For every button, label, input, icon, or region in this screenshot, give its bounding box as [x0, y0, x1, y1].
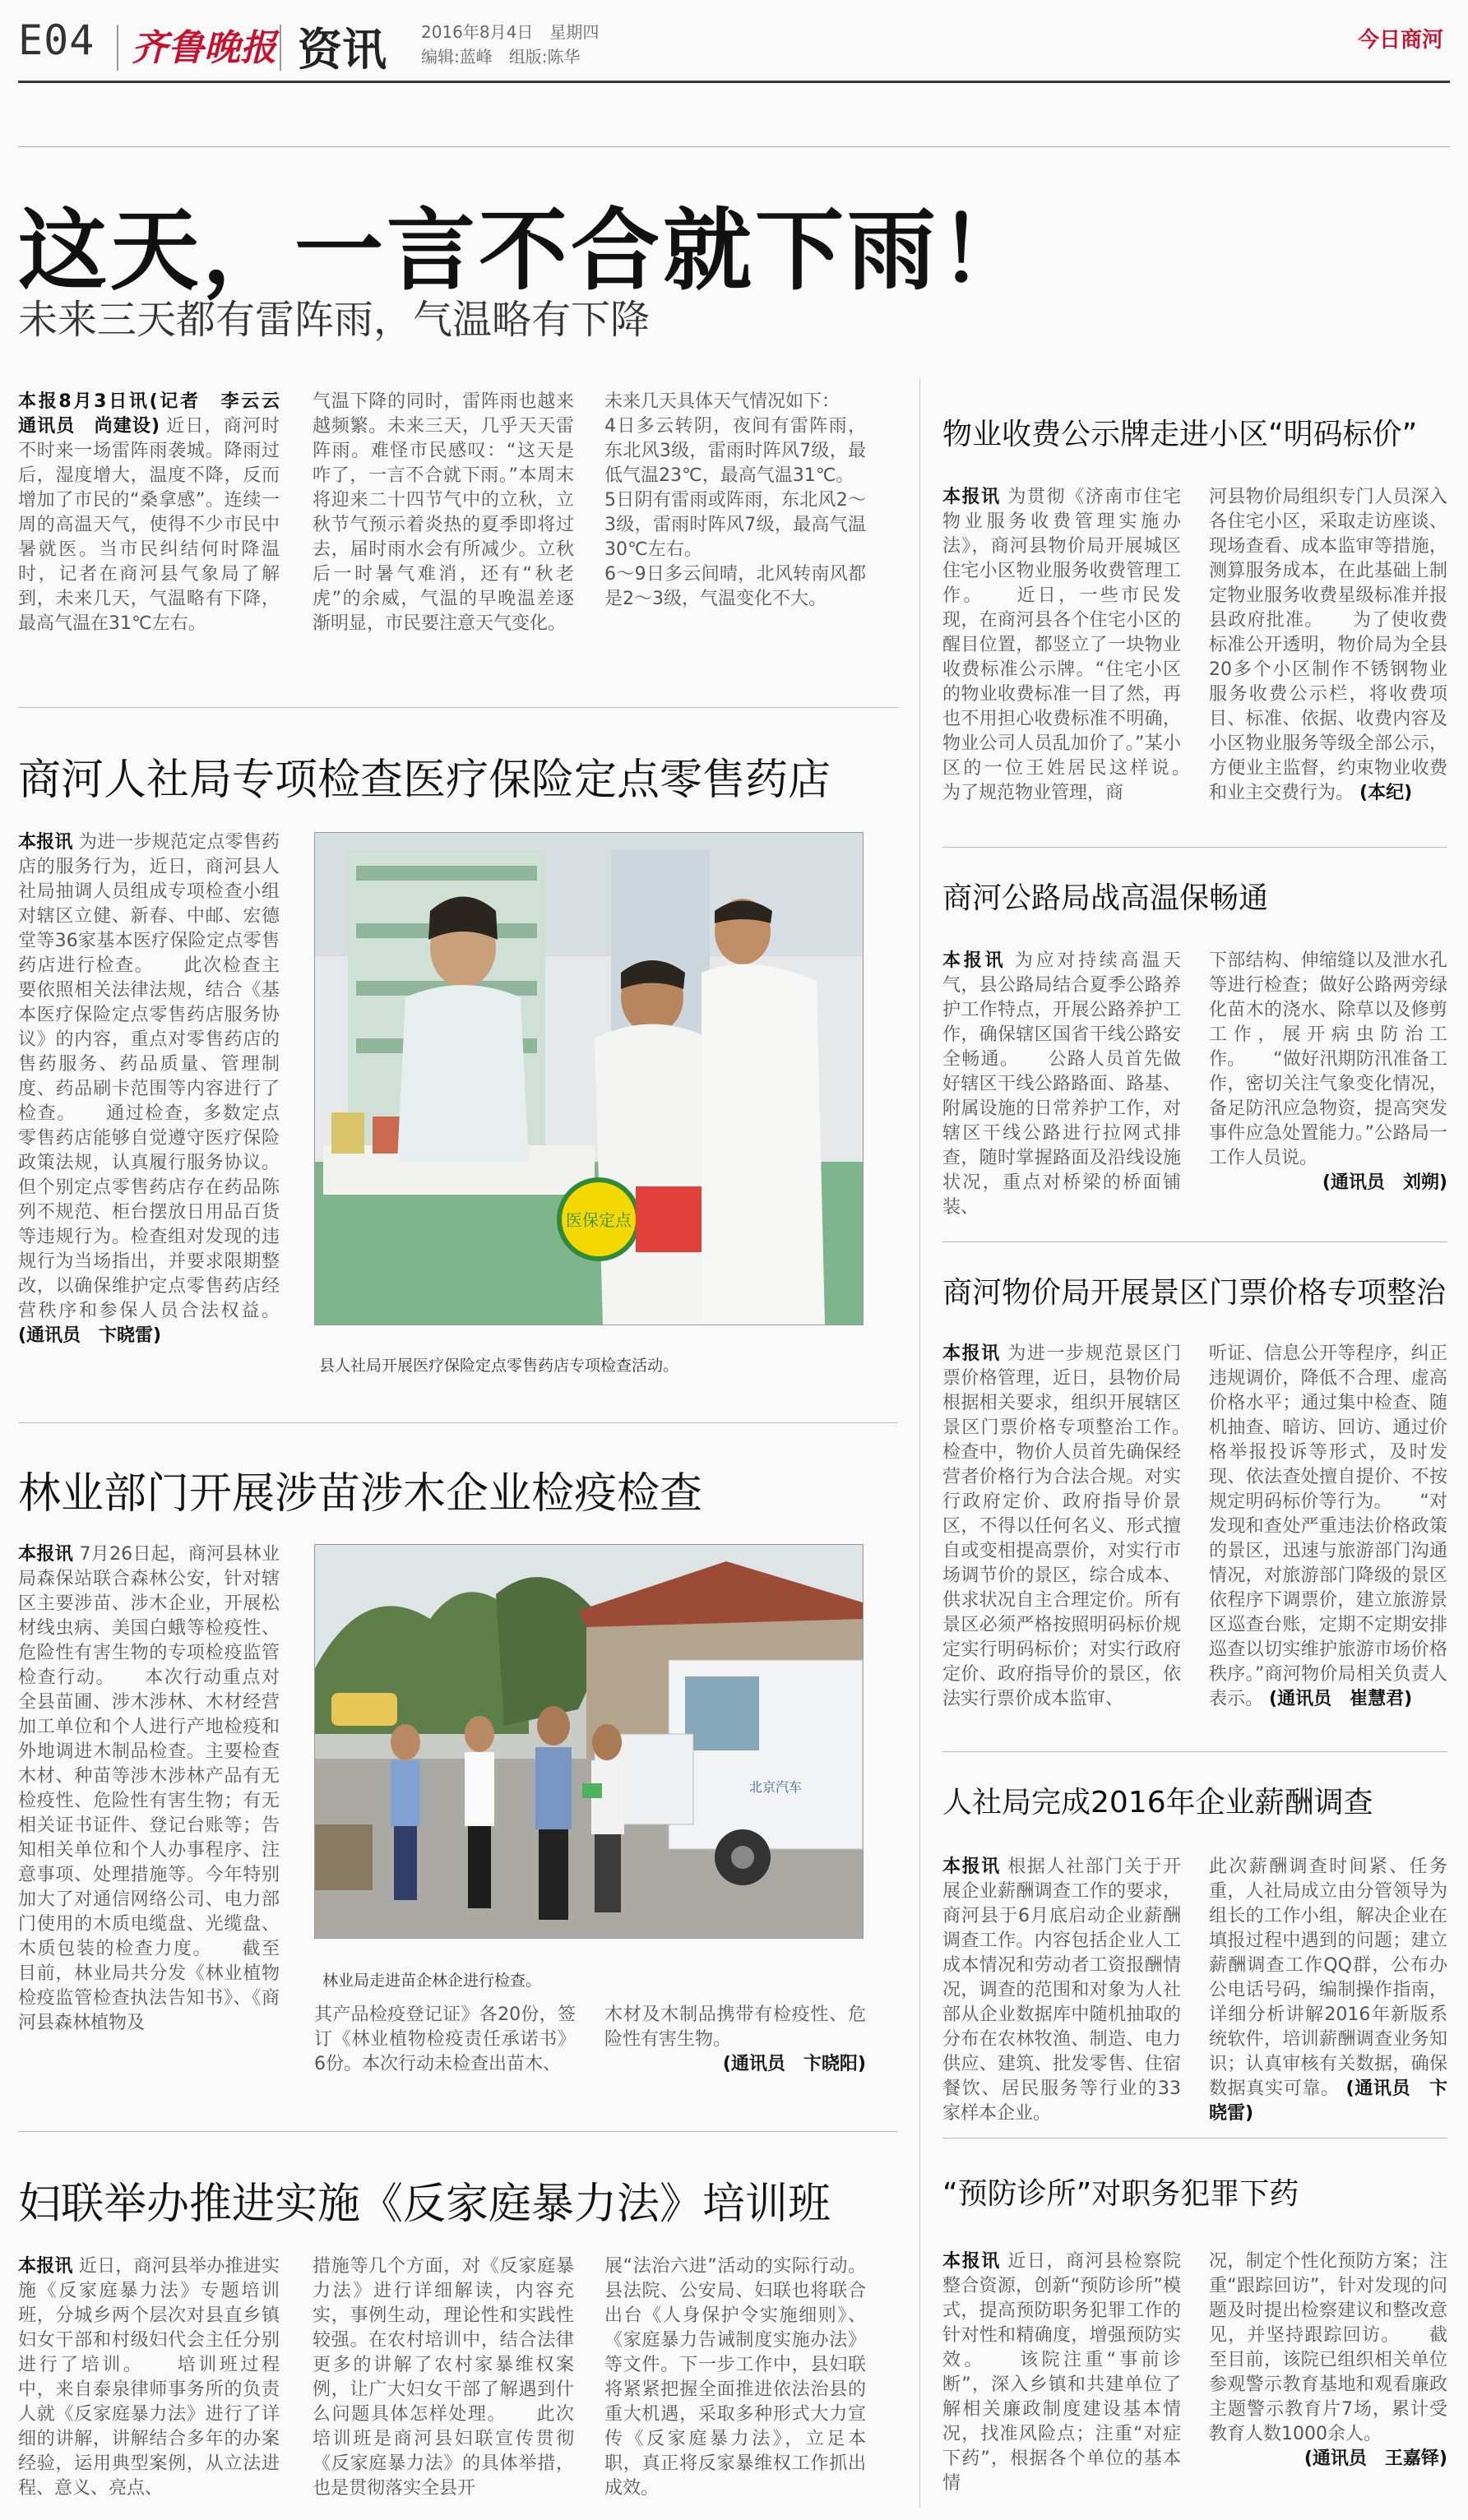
highway-title: 商河公路局战高温保畅通: [942, 881, 1269, 915]
page-number: E04: [18, 16, 95, 64]
highway-col-2-text: 下部结构、伸缩缝以及泄水孔等进行检查；做好公路两旁绿化苗木的浇水、除草以及修剪工作，展开病虫防治工作。 “做好汛期防汛准备工作，密切关注气象变化情况，备足防汛应急物资，提高突发事件应急处置能力。”公路局一工作人员说。: [1209, 950, 1447, 1168]
highway-lead: 本报讯: [942, 950, 1007, 971]
forestry-text: 7月26日起，商河县林业局森保站联合森林公安，针对辖区主要涉苗、涉木企业，开展松材线虫病、美国白蛾等检疫性、危险性有害生物的专项检疫监管检查行动。 本次行动重点对全县苗圃、涉木涉林、木材经营加工单位和个人进行产地检疫和外地调进木制品检查。主要检查木材、种苗等涉木涉林产品有无检疫性、危险性有害生物；有无相关证书证件、登记台账等；告知相关单位和个人办事程序、注意事项、处理措施等。今年特别加大了对通信网络公司、电力部门使用的木质电缆盘、光缆盘、木质包装的检查力度。 截至目前，林业局共分发《林业植物检疫监管检查执法告知书》、《商河县森林植物及: [18, 1544, 280, 2033]
pharmacy-sign-text: 医保定点: [566, 1210, 632, 1230]
header-rule: [18, 81, 1450, 83]
women-col-1-text: 近日，商河县举办推进实施《反家庭暴力法》专题培训班，分城乡两个层次对县直乡镇妇女干部和村级妇代会主任分别进行了培训。 培训班过程中，来自泰泉律师事务所的负责人就《反家庭暴力法》进行了详细的讲解，讲解结合多年的办案经验，运用典型案例，从立法进程、意义、亮点、: [18, 2256, 280, 2499]
header-rule-thin: [18, 146, 1450, 147]
section-rule: [18, 1422, 898, 1423]
highway-col-1: [942, 949, 1181, 1245]
lead-headline: 这天，一言不合就下雨！: [18, 200, 1032, 303]
women-col-1: [18, 2254, 280, 2501]
section-rule: [942, 1751, 1447, 1752]
price-col-1-text: 为进一步规范景区门票价格管理，近日，县物价局根据相关要求，组织开展辖区景区门票价格专项整治工作。 检查中，物价人员首先确保经营者价格行为合法合规。对实行政府定价、政府指导价景区，不得以任何名义、形式擅自或变相提高票价，对实行市场调节价的景区，综合成本、供求状况自主合理定价。所有景区必须严格按照明码标价规定实行明码标价；对实行政府定价、政府指导价的景区，依法实行票价成本监审、: [942, 1343, 1218, 1709]
lead-col-2: 气温下降的同时，雷阵雨也越来越频繁。未来三天，几乎天天雷阵雨。难怪市民感叹：“这天是咋了，一言不合就下雨。”本周末将迎来二十四节气中的立秋，立秋节气预示着炎热的夏季即将过去，届时雨水会有所减少。立秋后一时暑气难消，还有“秋老虎”的余威，气温的早晚温差逐渐明显，市民要注意天气变化。: [313, 391, 574, 634]
property-lead: 本报讯: [942, 487, 1001, 507]
salary-col-2-text: 此次薪酬调查时间紧、任务重，人社局成立由分管领导为组长的工作小组，解决企业在填报过程中遇到的问题；建立薪酬调查工作QQ群，公布办公电话号码，编制操作指南，详细分析讲解2016年新版系统软件，培训薪酬调查业务知识；认真审核有关数据，确保数据真实可靠。: [1209, 1856, 1447, 2099]
lead-weather-day3: 6～9日多云间晴，北风转南风都是2～3级，气温变化不大。: [604, 564, 866, 609]
highway-credit: (通讯员 刘朔): [1322, 1172, 1447, 1193]
section-rule: [942, 2138, 1447, 2139]
pharmacy-text: 为进一步规范定点零售药店的服务行为，近日，商河县人社局抽调人员组成专项检查小组对辖区立健、新春、中邮、宏德堂等36家基本医疗保险定点零售药店进行检查。 此次检查主要依照相关法律法规，结合《基本医疗保险定点零售药店服务协议》的内容，重点对零售药店的售药服务、药品质量、管理制度、药品刷卡范围等内容进行了检查。 通过检查，多数定点零售药店能够自觉遵守医疗保险政策法规，认真履行服务协议。但个别定点零售药店存在药品陈列不规范、柜台摆放日用品百货等违规行为。检查组对发现的违规行为当场指出，并要求限期整改，以确保维护定点零售药店经营秩序和参保人员合法权益。: [18, 832, 280, 1321]
crime-col-1: [942, 2250, 1181, 2504]
forestry-lead: 本报讯: [18, 1544, 74, 1565]
section-rule: [18, 2131, 898, 2132]
property-credit: (本纪): [1359, 783, 1413, 803]
salary-col-2: [1209, 1855, 1447, 2126]
crime-col-2-text: 况，制定个性化预防方案；注重“跟踪回访”，针对发现的问题及时提出检察建议和整改意见，并坚持跟踪回访。 截至目前，该院已组织相关单位参观警示教育基地和观看廉政主题警示教育片7场，累计受教育人数1000余人。: [1209, 2251, 1447, 2444]
lead-byline: 本报8月3日讯(记者 李云云 通讯员 尚建设): [18, 391, 299, 437]
highway-col-1-text: 为应对持续高温天气，县公路局结合夏季公路养护工作特点，开展公路养护工作，确保辖区国省干线公路安全畅通。 公路人员首先做好辖区干线公路路面、路基、附属设施的日常养护工作，对辖区干线公路进行拉网式排查，随时掌握路面及沿线设施状况，重点对桥梁的桥面铺装、: [942, 950, 1181, 1218]
property-col-1-text: 为贯彻《济南市住宅物业服务收费管理实施办法》，商河县物价局开展城区住宅小区物业服务收费管理工作。 近日，一些市民发现，在商河县各个住宅小区的醒目位置，都竖立了一块物业收费标准公示牌。“住宅小区的物业收费标准一目了然，再也不用担心收费标准不明确，物业公司人员乱加价了。”某小区的一位王姓居民这样说。 为了规范物业管理，商: [942, 487, 1218, 803]
lead-weather-intro: 未来几天具体天气情况如下：: [604, 391, 841, 412]
pharmacy-lead: 本报讯: [18, 832, 73, 853]
date-line: 2016年8月4日 星期四: [421, 22, 600, 42]
price-credit: (通讯员 崔慧君): [1269, 1689, 1413, 1709]
price-col-1: [942, 1342, 1218, 1786]
price-col-2: [1209, 1342, 1447, 1786]
highway-col-2: [1209, 949, 1447, 1245]
salary-lead: 本报讯: [942, 1856, 1001, 1877]
forestry-col-3: [604, 2003, 866, 2085]
lead-col-1: [18, 390, 299, 669]
forestry-text-cont-2: 木材及木制品携带有检疫性、危险性有害生物。: [604, 2004, 866, 2050]
price-title: 商河物价局开展景区门票价格专项整治: [942, 1276, 1447, 1310]
salary-credit: (通讯员 卞晓雷): [1209, 2078, 1447, 2124]
lead-subhead: 未来三天都有雷阵雨，气温略有下降: [18, 297, 651, 343]
salary-title: 人社局完成2016年企业薪酬调查: [942, 1786, 1373, 1819]
women-col-2: 措施等几个方面，对《反家庭暴力法》进行详细解读，内容充实，事例生动，理论性和实践性较强。在农村培训中，结合法律更多的讲解了农村家暴维权案例，让广大妇女干部了解遇到什么问题具体怎样处理。 此次培训班是商河县妇联宣传贯彻《反家庭暴力法》的具体举措，也是贯彻落实全县开: [313, 2256, 574, 2499]
forestry-photo: [314, 1544, 864, 1939]
forestry-photo-svg: [315, 1545, 863, 1938]
forestry-text-cont-1: 其产品检疫登记证》各20份，签订《林业植物检疫责任承诺书》6份。本次行动未检查出苗木、: [314, 2004, 576, 2074]
forestry-truck-text: 北京汽车: [748, 1779, 803, 1795]
women-title: 妇联举办推进实施《反家庭暴力法》培训班: [18, 2180, 831, 2229]
pharmacy-title: 商河人社局专项检查医疗保险定点零售药店: [18, 756, 831, 805]
crime-col-1-text: 近日，商河县检察院整合资源，创新“预防诊所”模式，提高预防职务犯罪工作的针对性和精确度，增强预防实效。 该院注重“事前诊断”，深入乡镇和共建单位了解相关廉政制度建设基本情况，找准风险点；注重“对症下药”，根据各个单位的基本情: [942, 2251, 1181, 2494]
lead-weather-day1: 4日多云转阴，夜间有雷阵雨，东北风3级，雷雨时阵风7级，最低气温23℃，最高气温31℃。: [604, 416, 866, 486]
header-divider: [117, 25, 118, 71]
crime-title: “预防诊所”对职务犯罪下药: [942, 2177, 1299, 2211]
price-lead: 本报讯: [942, 1343, 1001, 1364]
property-title: 物业收费公示牌走进小区“明码标价”: [942, 418, 1418, 451]
forestry-title: 林业部门开展涉苗涉木企业检疫检查: [18, 1469, 703, 1519]
salary-col-1: [942, 1855, 1181, 2126]
property-col-2: [1209, 485, 1447, 830]
property-col-2-text: 河县物价局组织专门人员深入各住宅小区，采取走访座谈、现场查看、成本监审等措施，测算服务成本，在此基础上制定物业服务收费星级标准并报县政府批准。 为了使收费标准公开透明，物价局为全县20多个小区制作不锈钢物业服务收费公示栏，将收费项目、标准、依据、收费内容及小区物业服务等级全部公示，方便业主监督，约束物业收费和业主交费行为。: [1209, 487, 1447, 803]
pharmacy-credit: (通讯员 卞晓雷): [18, 1325, 162, 1346]
pharmacy-photo-svg: [315, 833, 863, 1325]
section-rule: [18, 707, 898, 708]
header-divider: [280, 25, 281, 71]
crime-lead: 本报讯: [942, 2251, 1001, 2272]
forestry-caption: 林业局走进苗企林企进行检查。: [322, 1972, 542, 1990]
women-lead: 本报讯: [18, 2256, 73, 2277]
section-rule: [942, 847, 1447, 848]
forestry-credit: (通讯员 卞晓阳): [722, 2054, 866, 2074]
pharmacy-caption: 县人社局开展医疗保险定点零售药店专项检查活动。: [319, 1357, 679, 1375]
lead-weather-day2: 5日阴有雷雨或阵雨，东北风2～3级，雷雨时阵风7级，最高气温30℃左右。: [604, 490, 866, 560]
crime-col-2: [1209, 2250, 1447, 2504]
property-col-1: [942, 485, 1218, 830]
section-title: 资讯: [298, 23, 387, 76]
forestry-body: [18, 1542, 280, 2085]
pharmacy-body: [18, 830, 280, 1373]
women-col-3: 展“法治六进”活动的实际行动。县法院、公安局、妇联也将联合出台《人身保护令实施细则》、《家庭暴力告诫制度实施办法》等文件。下一步工作中，县妇联将紧紧把握全面推进依法治县的重大机遇，采取多种形式大力宣传《反家庭暴力法》，立足本职，真正将反家暴维权工作抓出成效。: [604, 2256, 866, 2499]
editor-line: 编辑:蓝峰 组版:陈华: [421, 47, 581, 67]
page-tag: 今日商河: [1357, 28, 1443, 53]
price-col-2-text: 听证、信息公开等程序，纠正违规调价，降低不合理、虚高价格水平；通过集中检查、随机抽查、暗访、回访、通过价格举报投诉等形式，及时发现、依法查处擅自提价、不按规定明码标价等行为。 “对发现和查处严重违法价格政策的景区，迅速与旅游部门沟通情况，对旅游部门降级的景区依程序下调票价，建立旅游景区巡查台账，定期不定期安排巡查以切实维护旅游市场价格秩序。”商河物价局相关负责人表示。: [1209, 1343, 1447, 1709]
salary-col-1-text: 根据人社部门关于开展企业薪酬调查工作的要求，商河县于6月底启动企业薪酬调查工作。内容包括企业人工成本情况和劳动者工资报酬情况，调查的范围和对象为人社部从企业数据库中随机抽取的分布在农林牧渔、制造、电力供应、建筑、批发零售、住宿餐饮、居民服务等行业的33家样本企业。: [942, 1856, 1181, 2124]
column-divider: [919, 378, 920, 2508]
crime-credit: (通讯员 王嘉铎): [1304, 2448, 1447, 2469]
newspaper-logo: 齐鲁晚报: [132, 27, 276, 69]
lead-col-3: [604, 390, 866, 669]
lead-col-1-text: 近日，商河时不时来一场雷阵雨袭城。降雨过后，湿度增大，温度不降，反而增加了市民的“桑拿感”。连续一周的高温天气，使得不少市民中暑就医。当市民纠结何时降温时，记者在商河县气象局了解到，未来几天，气温略有下降，最高气温在31℃左右。: [18, 416, 280, 634]
pharmacy-photo: [314, 832, 864, 1325]
